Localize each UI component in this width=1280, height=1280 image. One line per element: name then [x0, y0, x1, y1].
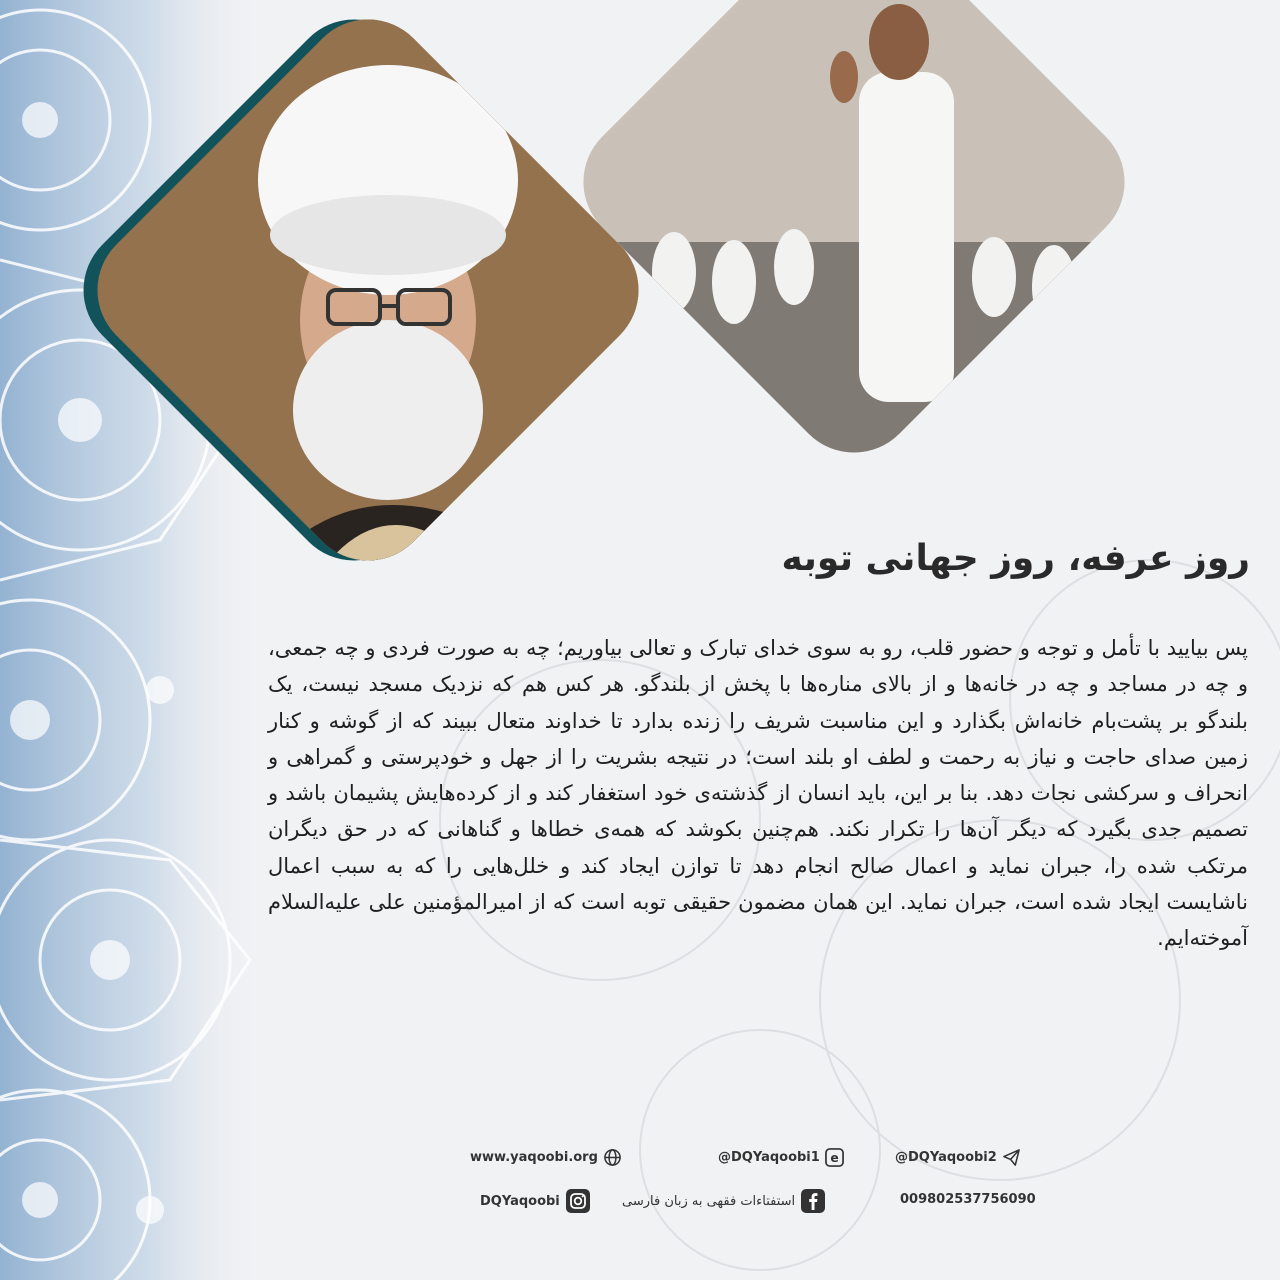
phone-number: [900, 1192, 1036, 1207]
eitaa-handle: @DQYaqoobi1: [718, 1150, 820, 1165]
phone-label: 009802537756090: [900, 1192, 1036, 1207]
telegram-handle: @DQYaqoobi2: [895, 1150, 997, 1165]
instagram-link[interactable]: [480, 1188, 591, 1214]
eitaa-link[interactable]: [718, 1148, 844, 1167]
globe-icon: [603, 1148, 622, 1167]
instagram-icon: [565, 1188, 591, 1214]
svg-text:e: e: [830, 1150, 839, 1165]
eitaa-icon: [825, 1148, 844, 1167]
facebook-link[interactable]: [622, 1188, 826, 1214]
facebook-page-name: استفتاءات فقهی به زبان فارسی: [622, 1193, 796, 1209]
body-paragraph: پس بیایید با تأمل و توجه و حضور قلب، رو به سوی خدای تبارک و تعالی بیاوریم؛ چه به صورت فردی و چه جمعی، و چه در مساجد و چه در خانه‌ها و از بالای مناره‌ها با پخش از بلندگو. هر کس هم که نزدیک مسجد نیست، یک بلندگو بر پشت‌بام خانه‌اش بگذارد و این مناسبت شریف را زنده بدارد تا خداوند متعال ببیند که از گوشه و کنار زمین صدای حاجت و نیاز به رحمت و لطف او بلند است؛ در نتیجه بشریت را از جهل و خودپرستی و گمراهی و انحراف و سرکشی نجات دهد. بنا بر این، باید انسان از گذشته‌ی خود استغفار کند و از کرده‌هایش پشیمان باشد و تصمیم جدی بگیرد که دیگر آن‌ها را تکرار نکند. هم‌چنین بکوشد که همه‌ی خطاها و گناهانی که در حق دیگران مرتکب شده را، جبران نماید و اعمال صالح انجام دهد تا توازن ایجاد کند و خلل‌هایی را که به سبب اعمال ناشایست ایجاد شده است، جبران نماید. این همان مضمون حقیقی توبه است که از امیرالمؤمنین علی علیه‌السلام آموخته‌ایم.: [268, 636, 1248, 951]
contact-footer: [470, 1148, 1040, 1218]
page-title: روز عرفه، روز جهانی توبه: [781, 538, 1250, 579]
website-label: www.yaqoobi.org: [470, 1150, 598, 1165]
facebook-icon: [800, 1188, 826, 1214]
telegram-link[interactable]: [895, 1148, 1021, 1167]
instagram-handle: DQYaqoobi: [480, 1193, 560, 1209]
telegram-icon: [1002, 1148, 1021, 1167]
website-link[interactable]: [470, 1148, 622, 1167]
